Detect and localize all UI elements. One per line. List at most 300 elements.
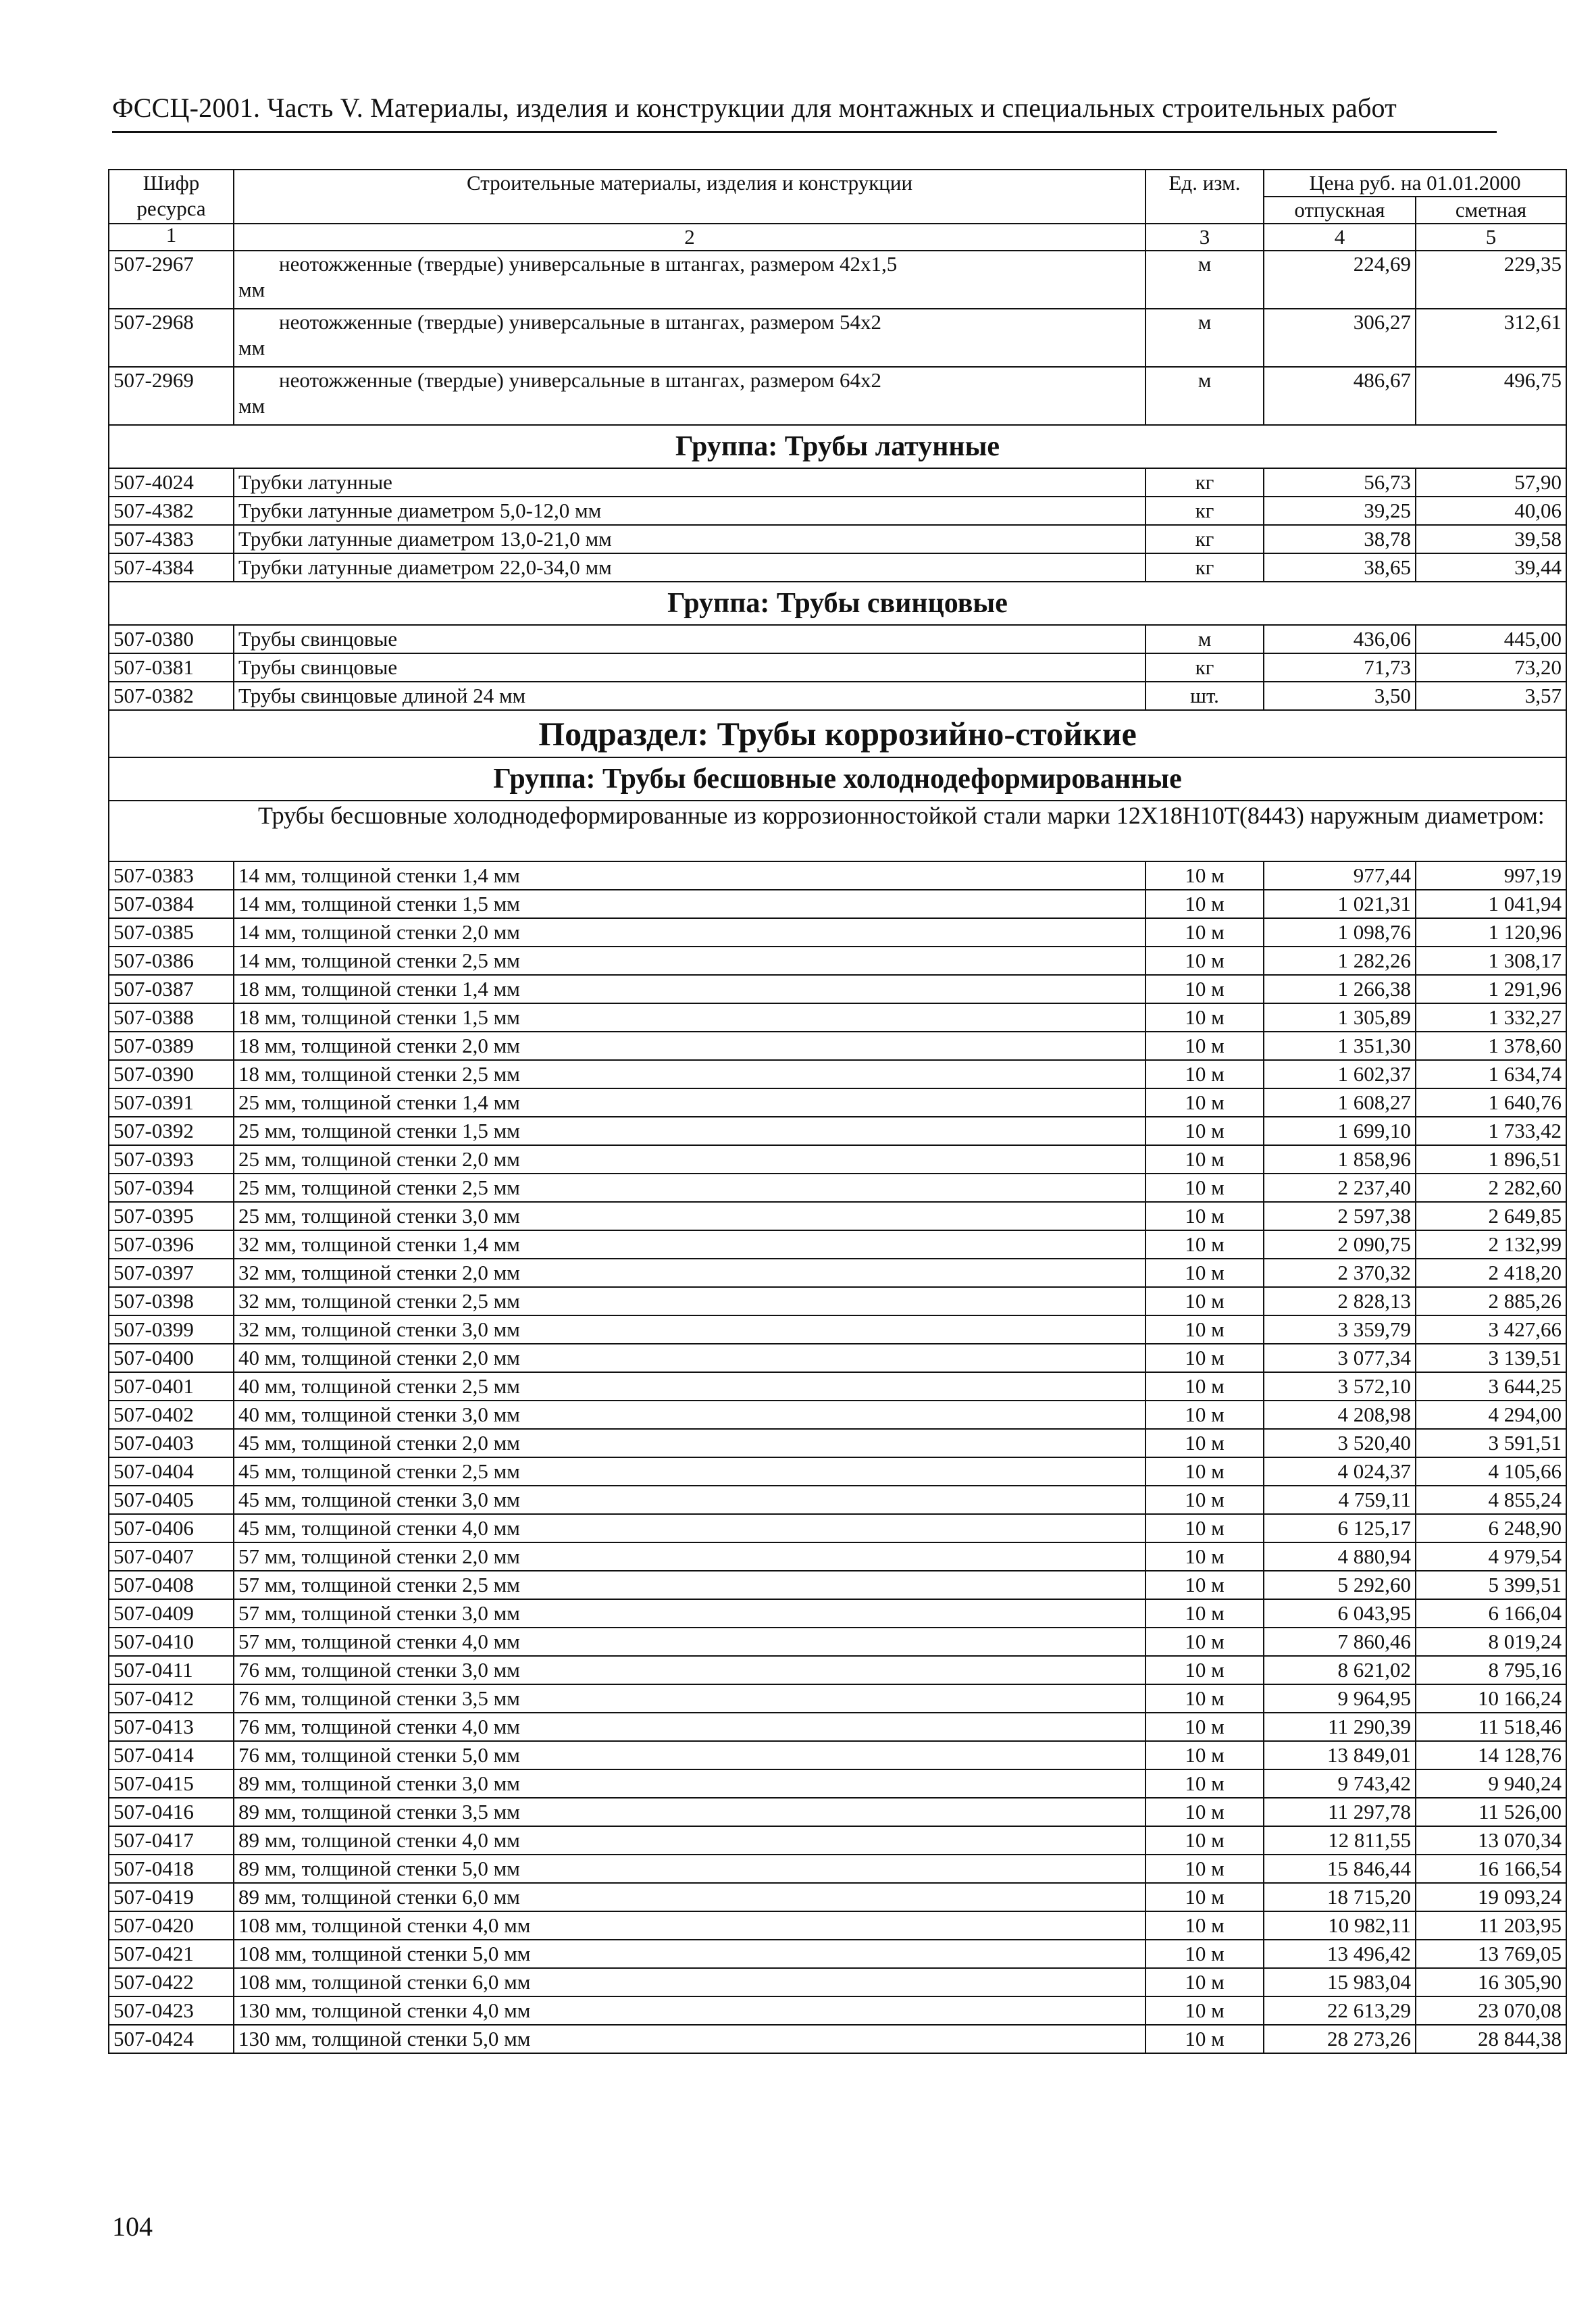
resource-name: 45 мм, толщиной стенки 3,0 мм	[234, 1486, 1145, 1514]
resource-name: 40 мм, толщиной стенки 2,0 мм	[234, 1344, 1145, 1372]
table-row	[109, 1060, 1566, 1088]
resource-code: 507-0411	[109, 1656, 234, 1684]
estimate-price: 4 105,66	[1416, 1457, 1566, 1486]
resource-name: 18 мм, толщиной стенки 2,5 мм	[234, 1060, 1145, 1088]
unit-cell: 10 м	[1145, 1514, 1264, 1542]
table-row	[109, 1486, 1566, 1514]
release-price: 4 208,98	[1264, 1401, 1416, 1429]
resource-code: 507-0418	[109, 1855, 234, 1883]
table-row	[109, 1145, 1566, 1174]
header-name: Строительные материалы, изделия и конструкции	[234, 170, 1145, 224]
resource-code: 507-2968	[109, 309, 234, 367]
unit-cell: 10 м	[1145, 1826, 1264, 1855]
unit-cell: м	[1145, 367, 1264, 425]
estimate-price: 1 332,27	[1416, 1003, 1566, 1032]
table-row	[109, 861, 1566, 890]
resource-name-tail: мм	[238, 278, 265, 301]
header-estimate: сметная	[1416, 197, 1566, 224]
resource-name: 89 мм, толщиной стенки 5,0 мм	[234, 1855, 1145, 1883]
resource-name: 18 мм, толщиной стенки 1,5 мм	[234, 1003, 1145, 1032]
table-row	[109, 497, 1566, 525]
resource-code: 507-0407	[109, 1542, 234, 1571]
resource-code: 507-0406	[109, 1514, 234, 1542]
table-row	[109, 1798, 1566, 1826]
resource-code: 507-0384	[109, 890, 234, 918]
header-unit: Ед. изм.	[1145, 170, 1264, 224]
header-rule	[112, 131, 1497, 133]
resource-code: 507-0392	[109, 1117, 234, 1145]
price-table-body	[109, 170, 1566, 2053]
table-row	[109, 1117, 1566, 1145]
unit-cell: 10 м	[1145, 1798, 1264, 1826]
table-row	[109, 1883, 1566, 1911]
unit-cell: кг	[1145, 553, 1264, 582]
release-price: 12 811,55	[1264, 1826, 1416, 1855]
header-code: Шифр ресурса	[109, 170, 234, 224]
resource-name	[234, 251, 1145, 309]
resource-name: 108 мм, толщиной стенки 6,0 мм	[234, 1968, 1145, 1996]
unit-cell: 10 м	[1145, 1202, 1264, 1230]
unit-cell: 10 м	[1145, 1372, 1264, 1401]
estimate-price: 1 378,60	[1416, 1032, 1566, 1060]
resource-code: 507-4382	[109, 497, 234, 525]
release-price: 3 359,79	[1264, 1315, 1416, 1344]
unit-cell: 10 м	[1145, 1401, 1264, 1429]
release-price: 3 520,40	[1264, 1429, 1416, 1457]
release-price: 6 043,95	[1264, 1599, 1416, 1628]
table-row	[109, 1599, 1566, 1628]
resource-code: 507-0405	[109, 1486, 234, 1514]
resource-code: 507-0424	[109, 2025, 234, 2053]
resource-name: Трубки латунные диаметром 13,0-21,0 мм	[234, 525, 1145, 553]
release-price: 1 282,26	[1264, 947, 1416, 975]
unit-cell: 10 м	[1145, 1315, 1264, 1344]
resource-code: 507-0422	[109, 1968, 234, 1996]
estimate-price: 6 248,90	[1416, 1514, 1566, 1542]
resource-name: 32 мм, толщиной стенки 1,4 мм	[234, 1230, 1145, 1259]
unit-cell: кг	[1145, 653, 1264, 682]
unit-cell: 10 м	[1145, 1911, 1264, 1940]
group-title-seamless: Группа: Трубы бесшовные холоднодеформированные	[109, 757, 1566, 801]
table-row	[109, 1713, 1566, 1741]
resource-code: 507-0390	[109, 1060, 234, 1088]
header-price: Цена руб. на 01.01.2000	[1264, 170, 1566, 197]
estimate-price: 1 041,94	[1416, 890, 1566, 918]
table-row	[109, 1344, 1566, 1372]
release-price: 1 699,10	[1264, 1117, 1416, 1145]
table-row	[109, 1968, 1566, 1996]
estimate-price: 3 591,51	[1416, 1429, 1566, 1457]
unit-cell: 10 м	[1145, 1855, 1264, 1883]
resource-code: 507-0408	[109, 1571, 234, 1599]
resource-name: 89 мм, толщиной стенки 6,0 мм	[234, 1883, 1145, 1911]
resource-name: 76 мм, толщиной стенки 5,0 мм	[234, 1741, 1145, 1769]
release-price: 2 090,75	[1264, 1230, 1416, 1259]
resource-name: 89 мм, толщиной стенки 3,5 мм	[234, 1798, 1145, 1826]
estimate-price: 3 139,51	[1416, 1344, 1566, 1372]
release-price: 1 602,37	[1264, 1060, 1416, 1088]
resource-name: Трубы свинцовые	[234, 653, 1145, 682]
resource-code: 507-0419	[109, 1883, 234, 1911]
group-intro-text: Трубы бесшовные холоднодеформированные из коррозионностойкой стали марки 12Х18Н10Т(8443) наружным диаметром:	[109, 801, 1566, 861]
estimate-price: 229,35	[1416, 251, 1566, 309]
release-price: 15 983,04	[1264, 1968, 1416, 1996]
release-price: 436,06	[1264, 625, 1416, 653]
estimate-price: 2 132,99	[1416, 1230, 1566, 1259]
resource-name: 45 мм, толщиной стенки 2,0 мм	[234, 1429, 1145, 1457]
unit-cell: 10 м	[1145, 947, 1264, 975]
unit-cell: 10 м	[1145, 1769, 1264, 1798]
resource-code: 507-0413	[109, 1713, 234, 1741]
table-row	[109, 1315, 1566, 1344]
resource-name: 57 мм, толщиной стенки 2,0 мм	[234, 1542, 1145, 1571]
resource-name: 76 мм, толщиной стенки 3,0 мм	[234, 1656, 1145, 1684]
group-title-lead: Группа: Трубы свинцовые	[109, 582, 1566, 625]
release-price: 2 237,40	[1264, 1174, 1416, 1202]
resource-code: 507-0423	[109, 1996, 234, 2025]
table-row	[109, 1542, 1566, 1571]
resource-code: 507-4024	[109, 468, 234, 497]
unit-cell: 10 м	[1145, 1174, 1264, 1202]
release-price: 2 597,38	[1264, 1202, 1416, 1230]
estimate-price: 2 885,26	[1416, 1287, 1566, 1315]
table-row	[109, 1202, 1566, 1230]
unit-cell: 10 м	[1145, 1457, 1264, 1486]
resource-code: 507-0398	[109, 1287, 234, 1315]
resource-name: 25 мм, толщиной стенки 2,0 мм	[234, 1145, 1145, 1174]
estimate-price: 8 795,16	[1416, 1656, 1566, 1684]
table-row	[109, 975, 1566, 1003]
unit-cell: 10 м	[1145, 1968, 1264, 1996]
release-price: 2 370,32	[1264, 1259, 1416, 1287]
unit-cell: 10 м	[1145, 1883, 1264, 1911]
release-price: 9 964,95	[1264, 1684, 1416, 1713]
resource-code: 507-0389	[109, 1032, 234, 1060]
estimate-price: 5 399,51	[1416, 1571, 1566, 1599]
release-price: 6 125,17	[1264, 1514, 1416, 1542]
resource-name: 57 мм, толщиной стенки 3,0 мм	[234, 1599, 1145, 1628]
resource-code: 507-0415	[109, 1769, 234, 1798]
estimate-price: 39,44	[1416, 553, 1566, 582]
release-price: 1 351,30	[1264, 1032, 1416, 1060]
release-price: 3 572,10	[1264, 1372, 1416, 1401]
estimate-price: 1 120,96	[1416, 918, 1566, 947]
column-number-3: 3	[1145, 224, 1264, 251]
estimate-price: 19 093,24	[1416, 1883, 1566, 1911]
resource-code: 507-0396	[109, 1230, 234, 1259]
unit-cell: 10 м	[1145, 1599, 1264, 1628]
resource-code: 507-0388	[109, 1003, 234, 1032]
resource-code: 507-2967	[109, 251, 234, 309]
estimate-price: 13 070,34	[1416, 1826, 1566, 1855]
release-price: 4 024,37	[1264, 1457, 1416, 1486]
resource-code: 507-0414	[109, 1741, 234, 1769]
estimate-price: 3 644,25	[1416, 1372, 1566, 1401]
release-price: 1 098,76	[1264, 918, 1416, 947]
unit-cell: 10 м	[1145, 1117, 1264, 1145]
unit-cell: 10 м	[1145, 861, 1264, 890]
release-price: 38,78	[1264, 525, 1416, 553]
resource-code: 507-0401	[109, 1372, 234, 1401]
table-row	[109, 1401, 1566, 1429]
group-title-seamless-row	[109, 757, 1566, 801]
release-price: 1 021,31	[1264, 890, 1416, 918]
resource-name: 76 мм, толщиной стенки 4,0 мм	[234, 1713, 1145, 1741]
resource-code: 507-0420	[109, 1911, 234, 1940]
estimate-price: 11 518,46	[1416, 1713, 1566, 1741]
unit-cell: 10 м	[1145, 1713, 1264, 1741]
unit-cell: 10 м	[1145, 1571, 1264, 1599]
unit-cell: 10 м	[1145, 2025, 1264, 2053]
table-row	[109, 1741, 1566, 1769]
estimate-price: 16 166,54	[1416, 1855, 1566, 1883]
resource-name: 25 мм, толщиной стенки 1,4 мм	[234, 1088, 1145, 1117]
resource-name: 57 мм, толщиной стенки 4,0 мм	[234, 1628, 1145, 1656]
resource-code: 507-0394	[109, 1174, 234, 1202]
resource-code: 507-0421	[109, 1940, 234, 1968]
table-row	[109, 1003, 1566, 1032]
estimate-price: 3 427,66	[1416, 1315, 1566, 1344]
table-row	[109, 309, 1566, 367]
column-number-row	[109, 224, 1566, 251]
resource-name: Трубки латунные диаметром 5,0-12,0 мм	[234, 497, 1145, 525]
table-row	[109, 1514, 1566, 1542]
release-price: 71,73	[1264, 653, 1416, 682]
estimate-price: 40,06	[1416, 497, 1566, 525]
resource-name-tail: мм	[238, 394, 265, 418]
resource-name: 25 мм, толщиной стенки 2,5 мм	[234, 1174, 1145, 1202]
release-price: 306,27	[1264, 309, 1416, 367]
table-row	[109, 1911, 1566, 1940]
price-table	[108, 169, 1567, 2054]
estimate-price: 16 305,90	[1416, 1968, 1566, 1996]
resource-code: 507-0386	[109, 947, 234, 975]
release-price: 11 297,78	[1264, 1798, 1416, 1826]
resource-code: 507-0417	[109, 1826, 234, 1855]
resource-name: 76 мм, толщиной стенки 3,5 мм	[234, 1684, 1145, 1713]
estimate-price: 1 733,42	[1416, 1117, 1566, 1145]
resource-code: 507-0402	[109, 1401, 234, 1429]
unit-cell: 10 м	[1145, 1429, 1264, 1457]
estimate-price: 3,57	[1416, 682, 1566, 710]
resource-code: 507-0399	[109, 1315, 234, 1344]
resource-code: 507-0410	[109, 1628, 234, 1656]
release-price: 1 858,96	[1264, 1145, 1416, 1174]
unit-cell: 10 м	[1145, 1940, 1264, 1968]
resource-name: 89 мм, толщиной стенки 4,0 мм	[234, 1826, 1145, 1855]
resource-name: Трубы свинцовые	[234, 625, 1145, 653]
unit-cell: 10 м	[1145, 1996, 1264, 2025]
release-price: 9 743,42	[1264, 1769, 1416, 1798]
table-row	[109, 1259, 1566, 1287]
resource-name: 14 мм, толщиной стенки 2,5 мм	[234, 947, 1145, 975]
table-row	[109, 918, 1566, 947]
unit-cell: кг	[1145, 497, 1264, 525]
resource-name: 14 мм, толщиной стенки 1,4 мм	[234, 861, 1145, 890]
resource-code: 507-0404	[109, 1457, 234, 1486]
resource-code: 507-0393	[109, 1145, 234, 1174]
release-price: 28 273,26	[1264, 2025, 1416, 2053]
release-price: 1 305,89	[1264, 1003, 1416, 1032]
column-number-1: 1	[109, 224, 234, 251]
release-price: 39,25	[1264, 497, 1416, 525]
column-number-5: 5	[1416, 224, 1566, 251]
resource-name: 57 мм, толщиной стенки 2,5 мм	[234, 1571, 1145, 1599]
unit-cell: 10 м	[1145, 1003, 1264, 1032]
table-row	[109, 1940, 1566, 1968]
estimate-price: 445,00	[1416, 625, 1566, 653]
release-price: 2 828,13	[1264, 1287, 1416, 1315]
resource-name: Трубки латунные	[234, 468, 1145, 497]
resource-name: 14 мм, толщиной стенки 1,5 мм	[234, 890, 1145, 918]
table-row	[109, 1429, 1566, 1457]
resource-name	[234, 309, 1145, 367]
table-row	[109, 682, 1566, 710]
unit-cell: 10 м	[1145, 1628, 1264, 1656]
resource-code: 507-0400	[109, 1344, 234, 1372]
resource-name: 130 мм, толщиной стенки 5,0 мм	[234, 2025, 1145, 2053]
unit-cell: 10 м	[1145, 1287, 1264, 1315]
table-row	[109, 1230, 1566, 1259]
release-price: 15 846,44	[1264, 1855, 1416, 1883]
unit-cell: кг	[1145, 468, 1264, 497]
estimate-price: 9 940,24	[1416, 1769, 1566, 1798]
table-row	[109, 625, 1566, 653]
estimate-price: 11 526,00	[1416, 1798, 1566, 1826]
group-intro-text-row	[109, 801, 1566, 861]
resource-name: 25 мм, толщиной стенки 3,0 мм	[234, 1202, 1145, 1230]
resource-name: 14 мм, толщиной стенки 2,0 мм	[234, 918, 1145, 947]
table-row	[109, 1769, 1566, 1798]
table-row	[109, 1174, 1566, 1202]
unit-cell: м	[1145, 251, 1264, 309]
release-price: 10 982,11	[1264, 1911, 1416, 1940]
unit-cell: 10 м	[1145, 1145, 1264, 1174]
table-row	[109, 1826, 1566, 1855]
estimate-price: 4 294,00	[1416, 1401, 1566, 1429]
table-row	[109, 1372, 1566, 1401]
release-price: 38,65	[1264, 553, 1416, 582]
release-price: 3,50	[1264, 682, 1416, 710]
unit-cell: 10 м	[1145, 1684, 1264, 1713]
table-row	[109, 2025, 1566, 2053]
resource-name: 45 мм, толщиной стенки 4,0 мм	[234, 1514, 1145, 1542]
unit-cell: 10 м	[1145, 1060, 1264, 1088]
resource-name: 32 мм, толщиной стенки 2,0 мм	[234, 1259, 1145, 1287]
resource-code: 507-0387	[109, 975, 234, 1003]
estimate-price: 28 844,38	[1416, 2025, 1566, 2053]
group-title-lead-row	[109, 582, 1566, 625]
release-price: 3 077,34	[1264, 1344, 1416, 1372]
estimate-price: 14 128,76	[1416, 1741, 1566, 1769]
table-header-row	[109, 170, 1566, 197]
resource-name: Трубы свинцовые длиной 24 мм	[234, 682, 1145, 710]
unit-cell: кг	[1145, 525, 1264, 553]
resource-name: 18 мм, толщиной стенки 2,0 мм	[234, 1032, 1145, 1060]
table-row	[109, 1996, 1566, 2025]
estimate-price: 2 649,85	[1416, 1202, 1566, 1230]
resource-code: 507-0383	[109, 861, 234, 890]
release-price: 4 759,11	[1264, 1486, 1416, 1514]
unit-cell: 10 м	[1145, 1741, 1264, 1769]
resource-code: 507-0391	[109, 1088, 234, 1117]
release-price: 4 880,94	[1264, 1542, 1416, 1571]
table-row	[109, 1628, 1566, 1656]
resource-code: 507-0412	[109, 1684, 234, 1713]
release-price: 8 621,02	[1264, 1656, 1416, 1684]
table-row	[109, 1088, 1566, 1117]
resource-code: 507-0395	[109, 1202, 234, 1230]
table-row	[109, 1287, 1566, 1315]
resource-code: 507-4383	[109, 525, 234, 553]
table-row	[109, 1656, 1566, 1684]
estimate-price: 2 418,20	[1416, 1259, 1566, 1287]
resource-name-tail: мм	[238, 336, 265, 359]
subsection-title-row	[109, 710, 1566, 757]
column-number-2: 2	[234, 224, 1145, 251]
unit-cell: 10 м	[1145, 1344, 1264, 1372]
release-price: 11 290,39	[1264, 1713, 1416, 1741]
estimate-price: 11 203,95	[1416, 1911, 1566, 1940]
table-row	[109, 947, 1566, 975]
resource-code: 507-0381	[109, 653, 234, 682]
unit-cell: 10 м	[1145, 1230, 1264, 1259]
group-title-brass: Группа: Трубы латунные	[109, 425, 1566, 468]
resource-name: 130 мм, толщиной стенки 4,0 мм	[234, 1996, 1145, 2025]
estimate-price: 23 070,08	[1416, 1996, 1566, 2025]
unit-cell: 10 м	[1145, 918, 1264, 947]
unit-cell: 10 м	[1145, 1486, 1264, 1514]
estimate-price: 2 282,60	[1416, 1174, 1566, 1202]
unit-cell: 10 м	[1145, 1088, 1264, 1117]
group-title-brass-row	[109, 425, 1566, 468]
release-price: 18 715,20	[1264, 1883, 1416, 1911]
estimate-price: 312,61	[1416, 309, 1566, 367]
subsection-title: Подраздел: Трубы коррозийно-стойкие	[109, 710, 1566, 757]
estimate-price: 1 291,96	[1416, 975, 1566, 1003]
release-price: 486,67	[1264, 367, 1416, 425]
release-price: 56,73	[1264, 468, 1416, 497]
resource-name-line: неотожженные (твердые) универсальные в штангах, размером 42х1,5	[279, 252, 898, 276]
resource-code: 507-2969	[109, 367, 234, 425]
resource-name: 40 мм, толщиной стенки 3,0 мм	[234, 1401, 1145, 1429]
resource-code: 507-0403	[109, 1429, 234, 1457]
table-row	[109, 468, 1566, 497]
resource-name-line: неотожженные (твердые) универсальные в штангах, размером 64х2	[279, 368, 881, 392]
page-number: 104	[112, 2211, 153, 2242]
table-row	[109, 653, 1566, 682]
resource-name: 18 мм, толщиной стенки 1,4 мм	[234, 975, 1145, 1003]
estimate-price: 6 166,04	[1416, 1599, 1566, 1628]
resource-name: 32 мм, толщиной стенки 2,5 мм	[234, 1287, 1145, 1315]
unit-cell: 10 м	[1145, 1259, 1264, 1287]
estimate-price: 13 769,05	[1416, 1940, 1566, 1968]
estimate-price: 10 166,24	[1416, 1684, 1566, 1713]
estimate-price: 1 634,74	[1416, 1060, 1566, 1088]
release-price: 1 266,38	[1264, 975, 1416, 1003]
estimate-price: 1 896,51	[1416, 1145, 1566, 1174]
table-row	[109, 890, 1566, 918]
unit-cell: 10 м	[1145, 975, 1264, 1003]
resource-code: 507-0409	[109, 1599, 234, 1628]
column-number-4: 4	[1264, 224, 1416, 251]
resource-name	[234, 367, 1145, 425]
estimate-price: 1 308,17	[1416, 947, 1566, 975]
table-row	[109, 367, 1566, 425]
release-price: 13 496,42	[1264, 1940, 1416, 1968]
resource-code: 507-0382	[109, 682, 234, 710]
table-row	[109, 1032, 1566, 1060]
